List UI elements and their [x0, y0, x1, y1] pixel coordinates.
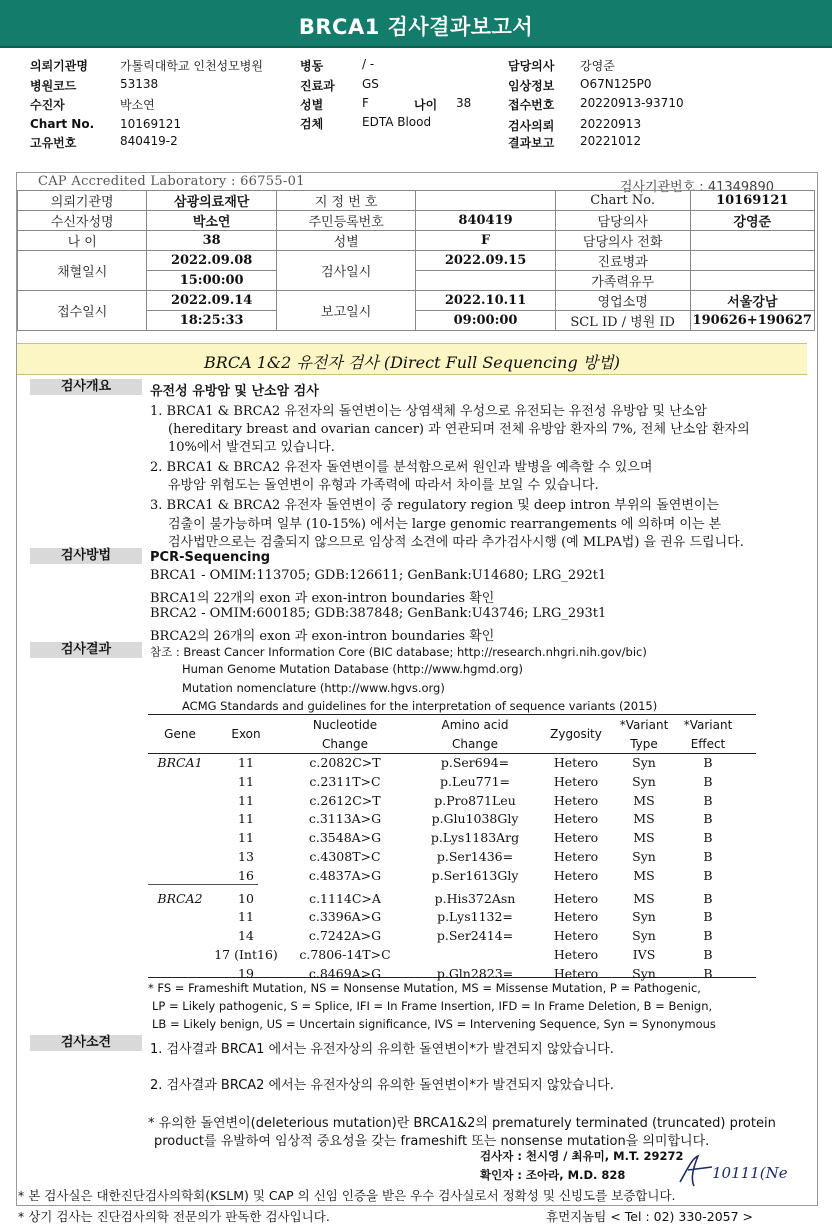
col-header-variant-effect: Effect [690, 737, 726, 751]
footer-note: * 상기 검사는 진단검사의학 전문의가 판독한 검사입니다. [18, 1209, 330, 1224]
method-line: BRCA1의 22개의 exon 과 exon-intron boundaries 확인 [150, 591, 495, 606]
variant-cell-nuc: c.7806-14T>C [299, 947, 391, 962]
reference-line: Mutation nomenclature (http://www.hgvs.org) [182, 681, 445, 695]
variant-cell-exon: 11 [238, 830, 254, 846]
info-label: 가족력유무 [555, 271, 690, 291]
footer-note: * 본 검사실은 대한진단검사의학회(KSLM) 및 CAP 의 신임 인증을 받은 우수 검사실로서 정확성 및 신빙도를 보증합니다. [18, 1188, 676, 1203]
col-header-amino-acid: Amino acid [441, 718, 509, 732]
col-header-variant-type: Type [630, 737, 658, 751]
header-value: O67N125P0 [580, 77, 652, 91]
info-value: 2022.10.11 [416, 291, 555, 311]
section-result-label: 검사결과 [30, 642, 142, 658]
variant-cell-aa: p.Leu771= [439, 773, 511, 789]
variant-cell-zyg: Hetero [553, 909, 599, 925]
signature [672, 1152, 792, 1188]
header-value: / - [362, 57, 375, 71]
variant-cell-zyg: Hetero [553, 928, 599, 944]
variant-cell-effect: B [703, 792, 713, 808]
variant-cell-nuc: c.8469A>G [308, 965, 382, 981]
variant-cell-nuc: c.7242A>G [308, 928, 382, 944]
header-value: F [362, 96, 369, 110]
variant-cell-type: Syn [632, 965, 656, 981]
variant-cell-exon: 17 (Int16) [214, 947, 278, 962]
header-value: 박소연 [120, 98, 155, 112]
info-value: 2022.09.08 [147, 251, 277, 271]
variant-cell-exon: 11 [238, 755, 254, 770]
variant-cell-zyg: Hetero [553, 811, 599, 827]
variant-cell-exon: 19 [238, 965, 254, 981]
header-label: 검체 [300, 117, 324, 131]
variant-cell-effect: B [703, 947, 713, 962]
info-label: 진료병과 [555, 251, 690, 271]
header-label: 나이 [414, 98, 438, 112]
header-value: 53138 [120, 77, 159, 91]
info-label: 접수일시 [18, 291, 147, 331]
method-line: BRCA2 - OMIM:600185; GDB:387848; GenBank:U43746; LRG_293t1 [150, 606, 607, 621]
table-rule-top [148, 714, 756, 715]
variant-cell-gene: BRCA1 [157, 755, 203, 770]
info-value: 38 [147, 231, 277, 251]
variant-cell-type: Syn [632, 849, 656, 864]
info-label: 영업소명 [555, 291, 690, 311]
tester-line: 검사자 : 천시영 / 최유미, M.T. 29272 [480, 1149, 684, 1163]
variant-cell-type: MS [633, 792, 655, 808]
variant-cell-gene: BRCA2 [157, 890, 203, 906]
info-value: 18:25:33 [147, 311, 277, 331]
variant-cell-nuc: c.4308T>C [309, 849, 381, 864]
header-label: 검사의뢰 [508, 119, 555, 133]
variant-cell-aa: p.Pro871Leu [434, 792, 516, 808]
variant-cell-nuc: c.3548A>G [308, 830, 382, 846]
header-value: 840419-2 [120, 134, 178, 148]
variant-cell-type: MS [633, 830, 655, 846]
variant-cell-type: MS [633, 811, 655, 827]
variant-cell-type: IVS [632, 947, 656, 962]
col-header-nucleotide: Nucleotide [312, 718, 378, 732]
table-rule-header [148, 753, 756, 754]
variant-cell-zyg: Hetero [553, 867, 599, 883]
variant-cell-nuc: c.3396A>G [308, 909, 382, 925]
header-label: 고유번호 [30, 136, 77, 150]
header-value: 20220913-93710 [580, 96, 684, 110]
variant-cell-effect: B [703, 773, 713, 789]
info-label: 의뢰기관명 [18, 191, 147, 211]
info-value: 10169121 [690, 191, 814, 211]
variant-cell-type: MS [633, 890, 655, 906]
footer-contact: 휴먼지놈팀 < Tel : 02) 330-2057 > [546, 1209, 754, 1224]
info-value: 2022.09.14 [147, 291, 277, 311]
title-banner [0, 0, 832, 48]
overview-line: 검출이 불가능하며 일부 (10-15%) 에서는 large genomic rearrangements 에 의하며 이는 본 [168, 517, 722, 532]
overview-heading: 유전성 유방암 및 난소암 검사 [150, 384, 319, 399]
header-label: 임상정보 [508, 79, 555, 93]
header-value: 가톨릭대학교 인천성모병원 [120, 59, 263, 73]
variant-cell-type: Syn [632, 928, 656, 944]
info-value: 190626+190627 [690, 311, 814, 331]
legend-line: * FS = Frameshift Mutation, NS = Nonsense Mutation, MS = Missense Mutation, P = Pathogenic, [148, 981, 701, 995]
variant-cell-effect: B [703, 830, 713, 846]
overview-line: 유방암 위험도는 돌연변이 유형과 가족력에 따라서 차이를 보일 수 있습니다. [168, 478, 599, 493]
variant-cell-zyg: Hetero [553, 830, 599, 846]
col-header-zygosity: Zygosity [550, 727, 602, 741]
info-label: 나 이 [18, 231, 147, 251]
variant-cell-nuc: c.4837A>G [308, 867, 382, 883]
cap-accreditation: CAP Accredited Laboratory : 66755-01 [38, 174, 305, 189]
header-value: EDTA Blood [362, 115, 432, 129]
overview-line: 3. BRCA1 & BRCA2 유전자 돌연변이 중 regulatory region 및 deep intron 부위의 돌연변이는 [150, 498, 719, 513]
variant-cell-type: Syn [632, 755, 656, 770]
reference-line: ACMG Standards and guidelines for the interpretation of sequence variants (2015) [182, 699, 658, 713]
info-value: 삼광의료재단 [147, 191, 277, 211]
variant-cell-zyg: Hetero [553, 755, 599, 770]
confirmer-line: 확인자 : 조아라, M.D. 828 [480, 1168, 626, 1182]
variant-cell-aa: p.Ser694= [440, 755, 510, 770]
section-overview-label: 검사개요 [30, 379, 142, 395]
header-label: 성별 [300, 98, 324, 112]
variant-cell-exon: 11 [238, 792, 254, 808]
variant-cell-exon: 11 [238, 811, 254, 827]
col-header-variant-effect: *Variant [683, 718, 733, 732]
variant-cell-zyg: Hetero [553, 792, 599, 808]
info-label: Chart No. [555, 191, 690, 211]
info-value: 박소연 [147, 211, 277, 231]
header-label: 담당의사 [508, 59, 555, 73]
info-value [690, 231, 814, 251]
variant-cell-exon: 10 [238, 890, 254, 906]
info-label: 검사일시 [276, 251, 415, 291]
header-value: 강영준 [580, 59, 615, 73]
header-label: 수진자 [30, 98, 65, 112]
legend-line: LP = Likely pathogenic, S = Splice, IFI = In Frame Insertion, IFD = In Frame Deletion, B = Benign, [152, 999, 713, 1013]
opinion-note: product를 유발하여 임상적 중요성을 갖는 frameshift 또는 nonsense mutation을 의미합니다. [154, 1134, 710, 1149]
variant-cell-type: MS [633, 867, 655, 883]
patient-info-table [17, 190, 815, 331]
variant-cell-aa: p.His372Asn [434, 890, 516, 906]
header-label: 의뢰기관명 [30, 59, 88, 73]
col-header-amino-acid: Change [452, 737, 498, 751]
variant-cell-zyg: Hetero [553, 773, 599, 789]
opinion-line: 2. 검사결과 BRCA2 에서는 유전자상의 유의한 돌연변이*가 발견되지 않았습니다. [150, 1078, 614, 1093]
opinion-line: 1. 검사결과 BRCA1 에서는 유전자상의 유의한 돌연변이*가 발견되지 않았습니다. [150, 1042, 614, 1057]
signature-text: 10111(Ne [712, 1164, 788, 1182]
test-title-band [17, 343, 807, 375]
header-value: 10169121 [120, 117, 182, 131]
method-line: BRCA2의 26개의 exon 과 exon-intron boundaries 확인 [150, 629, 495, 644]
header-label: Chart No. [30, 117, 95, 131]
variant-cell-exon: 11 [238, 773, 254, 789]
info-value: 840419 [416, 211, 555, 231]
variant-cell-zyg: Hetero [553, 965, 599, 981]
info-label: 담당의사 전화 [555, 231, 690, 251]
variant-cell-aa: p.Lys1132= [437, 909, 513, 925]
header-value: GS [362, 77, 379, 91]
overview-line: 10%에서 발견되고 있습니다. [168, 440, 335, 455]
info-label: 채혈일시 [18, 251, 147, 291]
variant-cell-effect: B [703, 928, 713, 944]
header-label: 진료과 [300, 79, 335, 93]
info-value: 15:00:00 [147, 271, 277, 291]
info-value: F [416, 231, 555, 251]
info-label: 담당의사 [555, 211, 690, 231]
variant-cell-aa: p.Ser1436= [436, 849, 514, 864]
variant-cell-effect: B [703, 890, 713, 906]
variant-cell-aa: p.Glu1038Gly [431, 811, 519, 827]
variant-cell-nuc: c.3113A>G [308, 811, 382, 827]
variant-cell-exon: 11 [238, 909, 254, 925]
info-value: 강영준 [690, 211, 814, 231]
variant-cell-nuc: c.1114C>A [309, 890, 381, 906]
overview-line: 검사법만으로는 검출되지 않으므로 임상적 소견에 따라 추가검사시행 (예 MLPA법) 을 권유 드립니다. [168, 535, 744, 550]
header-label: 병원코드 [30, 79, 77, 93]
legend-line: LB = Likely benign, US = Uncertain significance, IVS = Intervening Sequence, Syn = Synonymous [152, 1017, 716, 1031]
header-label: 병동 [300, 59, 324, 73]
header-value: 20221012 [580, 134, 642, 148]
variant-cell-nuc: c.2082C>T [309, 755, 381, 770]
method-line: BRCA1 - OMIM:113705; GDB:126611; GenBank:U14680; LRG_292t1 [150, 568, 607, 583]
test-title: BRCA 1&2 유전자 검사 (Direct Full Sequencing 방법) [204, 353, 620, 372]
col-header-variant-type: *Variant [619, 718, 669, 732]
col-header-exon: Exon [231, 727, 261, 741]
variant-cell-effect: B [703, 965, 713, 981]
reference-line: Human Genome Mutation Database (http://www.hgmd.org) [182, 662, 523, 676]
variant-cell-effect: B [703, 867, 713, 883]
opinion-note: * 유의한 돌연변이(deleterious mutation)란 BRCA1&2의 prematurely terminated (truncated) protein [148, 1116, 776, 1131]
variant-cell-effect: B [703, 909, 713, 925]
overview-line: 2. BRCA1 & BRCA2 유전자 돌연변이를 분석함으로써 원인과 발병을 예측할 수 있으며 [150, 460, 653, 475]
report-title: BRCA1 검사결과보고서 [298, 15, 534, 39]
reference-line: 참조 : Breast Cancer Information Core (BIC database; http://research.nhgri.nih.gov/bic) [150, 645, 647, 659]
variant-cell-exon: 16 [238, 867, 254, 883]
info-value: 서울강남 [690, 291, 814, 311]
info-label: 성별 [276, 231, 415, 251]
variant-cell-exon: 14 [238, 928, 254, 944]
variant-cell-effect: B [703, 811, 713, 827]
info-label: 보고일시 [276, 291, 415, 331]
variant-cell-effect: B [703, 755, 713, 770]
info-label: SCL ID / 병원 ID [555, 311, 690, 331]
info-value: 09:00:00 [416, 311, 555, 331]
info-label: 수신자성명 [18, 211, 147, 231]
info-value: 2022.09.15 [416, 251, 555, 271]
variant-cell-exon: 13 [238, 849, 254, 864]
info-label: 지 정 번 호 [276, 191, 415, 211]
info-value [690, 271, 814, 291]
overview-line: (hereditary breast and ovarian cancer) 과 연관되며 전체 유방암 환자의 7%, 전체 난소암 환자의 [168, 422, 750, 437]
method-heading: PCR-Sequencing [150, 550, 271, 565]
variant-cell-nuc: c.2612C>T [309, 792, 381, 808]
header-value: 20220913 [580, 117, 642, 131]
variant-cell-aa: p.Ser1613Gly [431, 867, 519, 883]
header-value: 38 [456, 96, 472, 110]
variant-cell-zyg: Hetero [553, 947, 599, 962]
lab-number: 검사기관번호 : 41349890 [619, 180, 774, 195]
info-value [416, 191, 555, 211]
table-rule-gene-split [148, 884, 258, 885]
variant-cell-aa: p.Gln2823= [436, 965, 514, 981]
variant-cell-aa: p.Lys1183Arg [430, 830, 520, 846]
info-value [690, 251, 814, 271]
variant-cell-aa: p.Ser2414= [436, 928, 514, 944]
variant-cell-zyg: Hetero [553, 890, 599, 906]
col-header-gene: Gene [164, 727, 196, 741]
header-label: 결과보고 [508, 136, 555, 150]
header-label: 접수번호 [508, 98, 555, 112]
variant-cell-type: Syn [632, 773, 656, 789]
overview-line: 1. BRCA1 & BRCA2 유전자의 돌연변이는 상염색체 우성으로 유전되는 유전성 유방암 및 난소암 [150, 404, 707, 419]
variant-cell-nuc: c.2311T>C [309, 773, 381, 789]
section-method-label: 검사방법 [30, 548, 142, 564]
info-label: 주민등록번호 [276, 211, 415, 231]
info-value [416, 271, 555, 291]
variant-cell-type: Syn [632, 909, 656, 925]
col-header-nucleotide: Change [322, 737, 368, 751]
section-opinion-label: 검사소견 [30, 1035, 142, 1051]
variant-cell-zyg: Hetero [553, 849, 599, 864]
variant-cell-effect: B [703, 849, 713, 864]
